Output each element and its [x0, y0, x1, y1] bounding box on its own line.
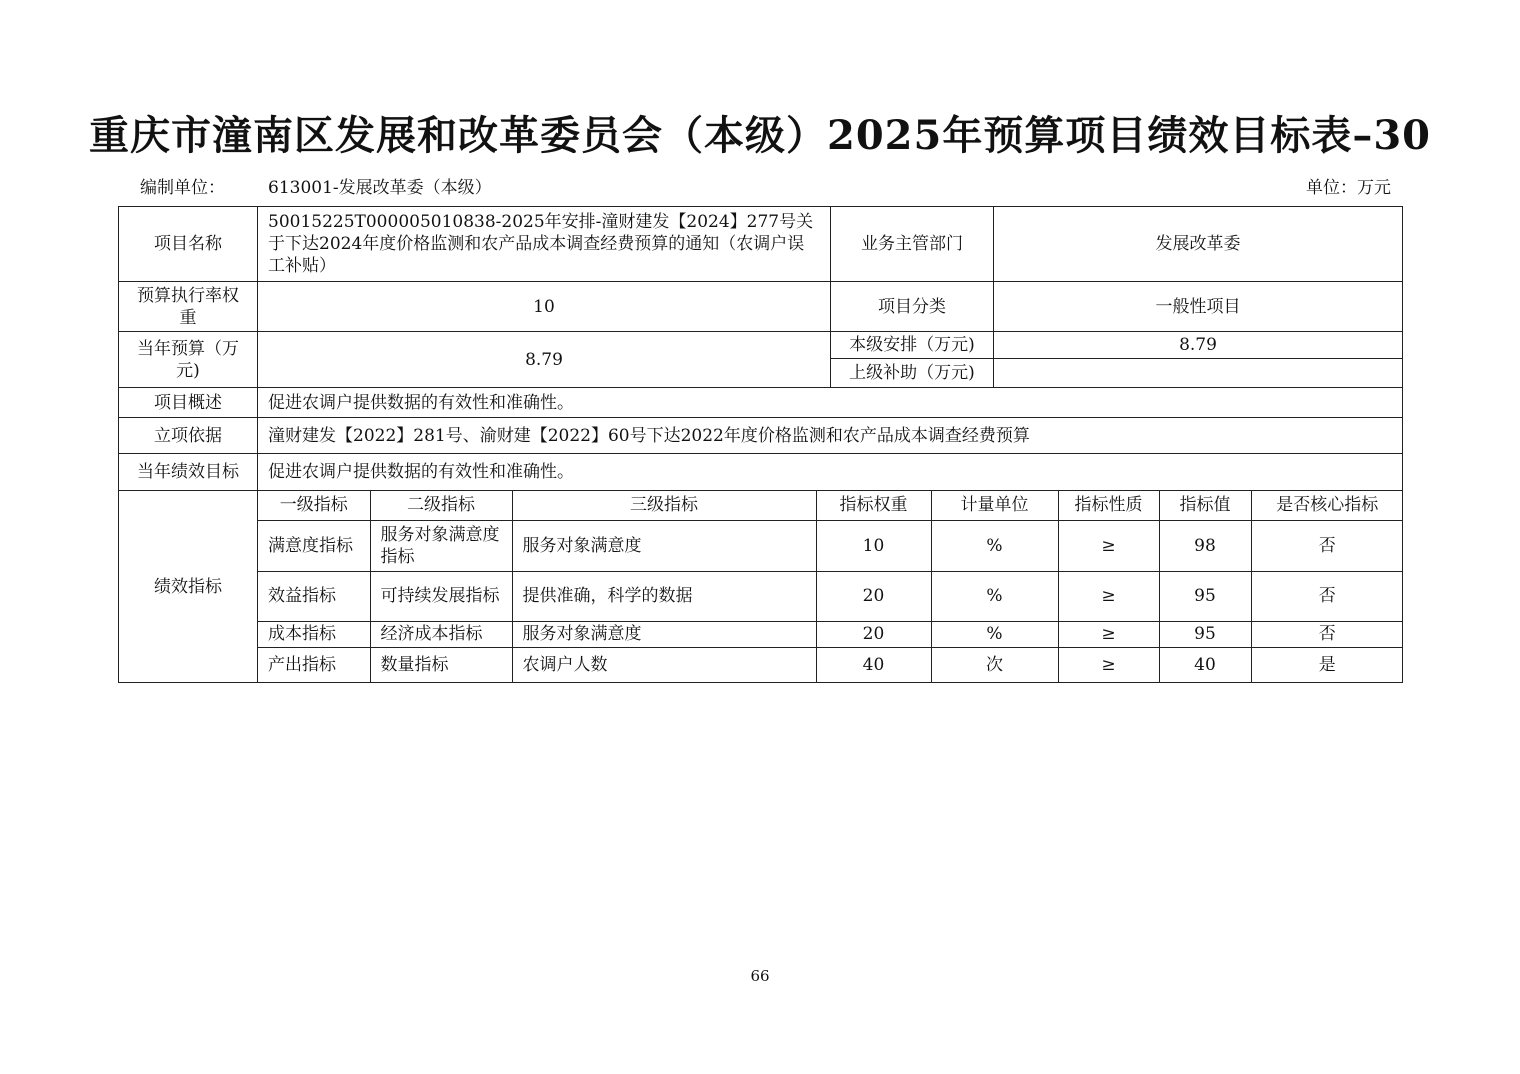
header-nature: 指标性质	[1058, 491, 1159, 520]
level1-cell: 满意度指标	[258, 520, 370, 571]
header-level2: 二级指标	[370, 491, 512, 520]
dept-label: 业务主管部门	[831, 207, 994, 282]
upper-value	[994, 359, 1403, 388]
performance-form-table	[118, 206, 1403, 683]
core-cell: 否	[1251, 571, 1403, 621]
perf-label: 绩效指标	[119, 491, 258, 683]
nature-cell: ≥	[1058, 520, 1159, 571]
level3-cell: 服务对象满意度	[512, 520, 816, 571]
row-performance	[119, 491, 1403, 683]
basis-label: 立项依据	[119, 418, 258, 454]
indicator-table	[258, 491, 1403, 682]
local-value: 8.79	[994, 332, 1403, 359]
dept-value: 发展改革委	[994, 207, 1403, 282]
goal-label: 当年绩效目标	[119, 454, 258, 491]
upper-label: 上级补助（万元)	[831, 359, 994, 388]
row-project-name	[119, 207, 1403, 282]
indicator-container	[258, 491, 1403, 683]
row-goal	[119, 454, 1403, 491]
exec-weight-value: 10	[258, 282, 831, 332]
level1-cell: 效益指标	[258, 571, 370, 621]
value-cell: 95	[1159, 571, 1251, 621]
value-cell: 40	[1159, 647, 1251, 682]
level3-cell: 农调户人数	[512, 647, 816, 682]
project-name-value: 50015225T000005010838-2025年安排-潼财建发【2024】277号关于下达2024年度价格监测和农产品成本调查经费预算的通知（农调户误工补贴）	[258, 207, 831, 282]
project-name-label: 项目名称	[119, 207, 258, 282]
overview-label: 项目概述	[119, 388, 258, 418]
basis-value: 潼财建发【2022】281号、渝财建【2022】60号下达2022年度价格监测和农产品成本调查经费预算	[258, 418, 1403, 454]
level3-cell: 服务对象满意度	[512, 621, 816, 647]
goal-value: 促进农调户提供数据的有效性和准确性。	[258, 454, 1403, 491]
row-overview	[119, 388, 1403, 418]
level1-cell: 产出指标	[258, 647, 370, 682]
unit-cell: %	[931, 571, 1058, 621]
level2-cell: 服务对象满意度指标	[370, 520, 512, 571]
table-row	[258, 571, 1403, 621]
row-exec-weight	[119, 282, 1403, 332]
table-row	[258, 647, 1403, 682]
nature-cell: ≥	[1058, 647, 1159, 682]
indicator-header-row	[258, 491, 1403, 520]
unit-label: 单位：万元	[1306, 178, 1391, 198]
weight-cell: 20	[816, 621, 931, 647]
weight-cell: 40	[816, 647, 931, 682]
row-budget-local	[119, 332, 1403, 359]
nature-cell: ≥	[1058, 571, 1159, 621]
overview-value: 促进农调户提供数据的有效性和准确性。	[258, 388, 1403, 418]
header-unit: 计量单位	[931, 491, 1058, 520]
value-cell: 98	[1159, 520, 1251, 571]
level2-cell: 数量指标	[370, 647, 512, 682]
weight-cell: 20	[816, 571, 931, 621]
unit-cell: %	[931, 520, 1058, 571]
exec-weight-label: 预算执行率权重	[119, 282, 258, 332]
category-label: 项目分类	[831, 282, 994, 332]
table-row	[258, 621, 1403, 647]
core-cell: 是	[1251, 647, 1403, 682]
header-value: 指标值	[1159, 491, 1251, 520]
level3-cell: 提供准确，科学的数据	[512, 571, 816, 621]
header-level3: 三级指标	[512, 491, 816, 520]
value-cell: 95	[1159, 621, 1251, 647]
header-core: 是否核心指标	[1251, 491, 1403, 520]
category-value: 一般性项目	[994, 282, 1403, 332]
org-value: 613001-发展改革委（本级）	[268, 178, 492, 198]
core-cell: 否	[1251, 621, 1403, 647]
level2-cell: 可持续发展指标	[370, 571, 512, 621]
row-basis	[119, 418, 1403, 454]
budget-label: 当年预算（万元)	[119, 332, 258, 388]
nature-cell: ≥	[1058, 621, 1159, 647]
local-label: 本级安排（万元)	[831, 332, 994, 359]
unit-cell: %	[931, 621, 1058, 647]
header-weight: 指标权重	[816, 491, 931, 520]
page-number: 66	[750, 967, 770, 985]
page-title: 重庆市潼南区发展和改革委员会（本级）2025年预算项目绩效目标表–30	[89, 112, 1431, 159]
level1-cell: 成本指标	[258, 621, 370, 647]
unit-cell: 次	[931, 647, 1058, 682]
table-row	[258, 520, 1403, 571]
header-level1: 一级指标	[258, 491, 370, 520]
org-label: 编制单位：	[140, 178, 225, 198]
weight-cell: 10	[816, 520, 931, 571]
level2-cell: 经济成本指标	[370, 621, 512, 647]
core-cell: 否	[1251, 520, 1403, 571]
budget-value: 8.79	[258, 332, 831, 388]
